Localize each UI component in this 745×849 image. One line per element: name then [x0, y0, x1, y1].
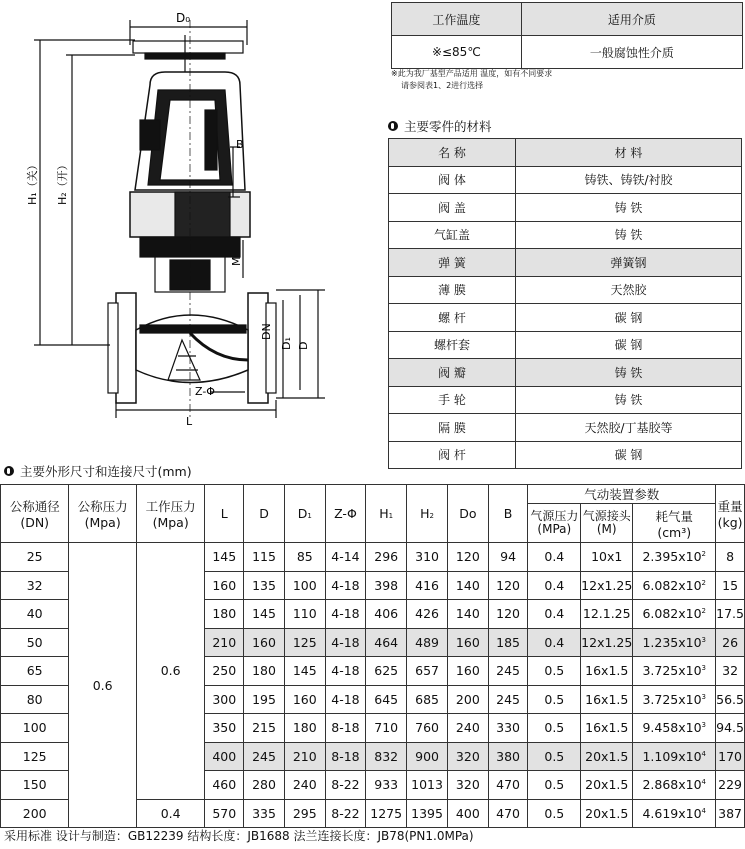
- col-B: B: [488, 485, 528, 543]
- cell-H2: 489: [407, 628, 448, 657]
- cell-ap: 0.4: [528, 543, 581, 572]
- cell-D: 115: [244, 543, 285, 572]
- valve-drawing: [0, 0, 385, 460]
- cell-H2: 657: [407, 657, 448, 686]
- cell-ap: 0.4: [528, 600, 581, 629]
- cell-air-use: $3.725x10^3$: [633, 657, 716, 686]
- table-row: [389, 304, 742, 332]
- cell-ap: 0.5: [528, 714, 581, 743]
- cell-L: 460: [205, 771, 244, 800]
- cell-L: 210: [205, 628, 244, 657]
- dn-label: DN: [260, 323, 273, 340]
- cell-dn: 80: [1, 685, 69, 714]
- col-H1: H1: [366, 485, 407, 543]
- cell-aj: 20x1.5: [581, 742, 633, 771]
- bullet-icon: [4, 466, 14, 476]
- cell-H1: 398: [366, 571, 407, 600]
- cell-ap: 0.5: [528, 771, 581, 800]
- cell-Z: 8-18: [325, 742, 366, 771]
- material-value: 铸 铁: [516, 359, 742, 387]
- cell-B: 245: [488, 685, 528, 714]
- dimensions-heading: [4, 462, 192, 480]
- materials-title: 主要零件的材料: [404, 119, 492, 134]
- cell-air-use: $4.619x10^4$: [633, 799, 716, 828]
- cell-D1: 240: [284, 771, 325, 800]
- material-part-name: 螺杆套: [389, 331, 516, 359]
- cell-ap: 0.5: [528, 657, 581, 686]
- cell-air-use: $3.725x10^3$: [633, 685, 716, 714]
- d-label: D: [297, 341, 310, 350]
- cell-B: 470: [488, 799, 528, 828]
- cell-H2: 1013: [407, 771, 448, 800]
- cell-weight: 32: [716, 657, 745, 686]
- cell-air-use: $2.868x10^4$: [633, 771, 716, 800]
- col-D1: D1: [284, 485, 325, 543]
- table-row: [389, 249, 742, 277]
- medium-header: 适用介质: [521, 3, 742, 36]
- cell-D1: 180: [284, 714, 325, 743]
- material-value: 铸 铁: [516, 221, 742, 249]
- cell-dn: 32: [1, 571, 69, 600]
- dimensions-table: [0, 484, 745, 828]
- material-value: 铸 铁: [516, 386, 742, 414]
- cell-aj: 16x1.5: [581, 685, 633, 714]
- material-part-name: 阀 盖: [389, 194, 516, 222]
- cell-Do: 400: [447, 799, 488, 828]
- material-part-name: 气缸盖: [389, 221, 516, 249]
- cell-B: 185: [488, 628, 528, 657]
- l-label: L: [186, 415, 193, 428]
- col-air-pressure: 气源压力(MPa): [528, 504, 581, 543]
- cell-D1: 210: [284, 742, 325, 771]
- materials-table: [388, 138, 742, 469]
- cell-nominal-pressure: 0.6: [69, 543, 137, 828]
- cell-ap: 0.4: [528, 628, 581, 657]
- cell-H1: 933: [366, 771, 407, 800]
- cell-Do: 120: [447, 543, 488, 572]
- cell-H2: 426: [407, 600, 448, 629]
- cell-L: 250: [205, 657, 244, 686]
- cell-air-use: $6.082x10^2$: [633, 571, 716, 600]
- cell-B: 245: [488, 657, 528, 686]
- h1-label: H₁（关）: [26, 159, 39, 205]
- cell-dn: 150: [1, 771, 69, 800]
- col-Do: Do: [447, 485, 488, 543]
- cell-ap: 0.4: [528, 571, 581, 600]
- material-part-name: 手 轮: [389, 386, 516, 414]
- table-row: [389, 331, 742, 359]
- cell-dn: 100: [1, 714, 69, 743]
- cell-H1: 832: [366, 742, 407, 771]
- cell-work-pressure: 0.4: [136, 799, 205, 828]
- cell-D: 280: [244, 771, 285, 800]
- cell-D: 180: [244, 657, 285, 686]
- cell-air-use: $6.082x10^2$: [633, 600, 716, 629]
- col-D: D: [244, 485, 285, 543]
- cell-ap: 0.5: [528, 799, 581, 828]
- cell-D: 215: [244, 714, 285, 743]
- cell-Do: 140: [447, 571, 488, 600]
- cell-H1: 710: [366, 714, 407, 743]
- h2-label: H₂（开）: [56, 159, 69, 205]
- table-row: [389, 414, 742, 442]
- cell-L: 160: [205, 571, 244, 600]
- table-row: [389, 194, 742, 222]
- cell-D1: 295: [284, 799, 325, 828]
- cell-Z: 8-22: [325, 799, 366, 828]
- cell-weight: 15: [716, 571, 745, 600]
- cell-air-use: $1.109x10^4$: [633, 742, 716, 771]
- cell-B: 120: [488, 571, 528, 600]
- cell-air-use: $9.458x10^3$: [633, 714, 716, 743]
- cell-aj: 16x1.5: [581, 714, 633, 743]
- material-value: 天然胶: [516, 276, 742, 304]
- cell-H2: 310: [407, 543, 448, 572]
- cell-L: 400: [205, 742, 244, 771]
- cell-Z: 4-18: [325, 571, 366, 600]
- temp-header: 工作温度: [392, 3, 522, 36]
- cell-H2: 685: [407, 685, 448, 714]
- cell-Z: 4-18: [325, 628, 366, 657]
- material-part-name: 薄 膜: [389, 276, 516, 304]
- cell-H2: 1395: [407, 799, 448, 828]
- material-part-name: 阀 杆: [389, 441, 516, 469]
- material-value: 天然胶/丁基胶等: [516, 414, 742, 442]
- cell-H1: 625: [366, 657, 407, 686]
- cell-D: 335: [244, 799, 285, 828]
- cell-aj: 12x1.25: [581, 628, 633, 657]
- cell-L: 300: [205, 685, 244, 714]
- cell-D1: 160: [284, 685, 325, 714]
- cell-weight: 8: [716, 543, 745, 572]
- cell-L: 145: [205, 543, 244, 572]
- cell-Do: 240: [447, 714, 488, 743]
- cell-aj: 20x1.5: [581, 771, 633, 800]
- col-H2: H2: [407, 485, 448, 543]
- cell-L: 180: [205, 600, 244, 629]
- dimensions-title: 主要外形尺寸和连接尺寸(mm): [20, 464, 192, 479]
- table-row: [389, 221, 742, 249]
- cell-D: 160: [244, 628, 285, 657]
- cell-Z: 8-18: [325, 714, 366, 743]
- temperature-table: [391, 2, 743, 69]
- cell-aj: 20x1.5: [581, 799, 633, 828]
- cell-weight: 170: [716, 742, 745, 771]
- cell-ap: 0.5: [528, 742, 581, 771]
- cell-air-use: $2.395x10^2$: [633, 543, 716, 572]
- cell-dn: 65: [1, 657, 69, 686]
- medium-value: 一般腐蚀性介质: [521, 36, 742, 69]
- material-value: 碳 钢: [516, 441, 742, 469]
- cell-H1: 296: [366, 543, 407, 572]
- cell-dn: 25: [1, 543, 69, 572]
- cell-D: 195: [244, 685, 285, 714]
- col-air-joint: 气源接头(M): [581, 504, 633, 543]
- cell-D: 145: [244, 600, 285, 629]
- cell-B: 120: [488, 600, 528, 629]
- cell-aj: 10x1: [581, 543, 633, 572]
- col-Z: Z-Φ: [325, 485, 366, 543]
- cell-H1: 645: [366, 685, 407, 714]
- material-part-name: 弹 簧: [389, 249, 516, 277]
- temp-value: ※≤85℃: [392, 36, 522, 69]
- cell-Z: 8-22: [325, 771, 366, 800]
- cell-L: 570: [205, 799, 244, 828]
- cell-weight: 94.5: [716, 714, 745, 743]
- cell-work-pressure: 0.6: [136, 543, 205, 800]
- col-weight: 重量 (kg): [716, 485, 745, 543]
- d0-label: D₀: [176, 11, 191, 25]
- cell-Do: 320: [447, 771, 488, 800]
- table-row: [389, 441, 742, 469]
- material-value: 弹簧钢: [516, 249, 742, 277]
- table-row: [389, 386, 742, 414]
- col-pneumatic: 气动装置参数: [528, 485, 716, 504]
- material-part-name: 阀 体: [389, 166, 516, 194]
- cell-Z: 4-18: [325, 657, 366, 686]
- cell-dn: 200: [1, 799, 69, 828]
- standards-line: 采用标准 设计与制造：GB12239 结构长度：JB1688 法兰连接长度：JB78(PN1.0MPa): [4, 829, 474, 843]
- cell-dn: 40: [1, 600, 69, 629]
- cell-H2: 416: [407, 571, 448, 600]
- cell-B: 380: [488, 742, 528, 771]
- table-row: [389, 359, 742, 387]
- cell-air-use: $1.235x10^3$: [633, 628, 716, 657]
- material-value: 碳 钢: [516, 331, 742, 359]
- table-row: [389, 166, 742, 194]
- cell-Z: 4-18: [325, 600, 366, 629]
- material-part-name: 阀 瓣: [389, 359, 516, 387]
- col-L: L: [205, 485, 244, 543]
- table-row: [389, 276, 742, 304]
- table-row: [1, 543, 745, 572]
- cell-ap: 0.5: [528, 685, 581, 714]
- z-label: Z-Φ: [195, 385, 215, 398]
- cell-D1: 100: [284, 571, 325, 600]
- cell-Do: 160: [447, 628, 488, 657]
- cell-H2: 760: [407, 714, 448, 743]
- materials-header-name: 名 称: [389, 139, 516, 167]
- m-label: M: [230, 256, 243, 266]
- cell-H1: 406: [366, 600, 407, 629]
- materials-header-material: 材 料: [516, 139, 742, 167]
- materials-heading: [388, 117, 492, 135]
- cell-aj: 12.1.25: [581, 600, 633, 629]
- cell-Do: 160: [447, 657, 488, 686]
- cell-weight: 56.5: [716, 685, 745, 714]
- bullet-icon: [388, 121, 398, 131]
- material-value: 铸铁、铸铁/衬胶: [516, 166, 742, 194]
- cell-aj: 12x1.25: [581, 571, 633, 600]
- cell-weight: 17.5: [716, 600, 745, 629]
- col-air-use: 耗气量 (cm³): [633, 504, 716, 543]
- note-line-2: 请参阅表1、2进行选择: [401, 81, 484, 90]
- cell-H1: 464: [366, 628, 407, 657]
- cell-weight: 387: [716, 799, 745, 828]
- b-label: B: [236, 138, 244, 151]
- cell-Do: 140: [447, 600, 488, 629]
- material-part-name: 螺 杆: [389, 304, 516, 332]
- cell-H2: 900: [407, 742, 448, 771]
- cell-D1: 145: [284, 657, 325, 686]
- col-pn: 公称压力 (Mpa): [69, 485, 137, 543]
- cell-B: 94: [488, 543, 528, 572]
- note-line-1: ※此为我厂基型产品适用 温度，如有不同要求: [391, 69, 553, 78]
- cell-Z: 4-14: [325, 543, 366, 572]
- d1-label: D₁: [280, 337, 293, 350]
- material-value: 铸 铁: [516, 194, 742, 222]
- cell-weight: 229: [716, 771, 745, 800]
- cell-dn: 125: [1, 742, 69, 771]
- temperature-note: [391, 68, 741, 92]
- cell-D: 135: [244, 571, 285, 600]
- cell-dn: 50: [1, 628, 69, 657]
- cell-Do: 200: [447, 685, 488, 714]
- cell-D1: 125: [284, 628, 325, 657]
- cell-B: 330: [488, 714, 528, 743]
- material-value: 碳 钢: [516, 304, 742, 332]
- cell-Z: 4-18: [325, 685, 366, 714]
- col-wp: 工作压力 (Mpa): [136, 485, 205, 543]
- cell-B: 470: [488, 771, 528, 800]
- cell-weight: 26: [716, 628, 745, 657]
- cell-D1: 110: [284, 600, 325, 629]
- cell-L: 350: [205, 714, 244, 743]
- material-part-name: 隔 膜: [389, 414, 516, 442]
- cell-Do: 320: [447, 742, 488, 771]
- cell-D1: 85: [284, 543, 325, 572]
- col-dn: 公称通径 (DN): [1, 485, 69, 543]
- cell-H1: 1275: [366, 799, 407, 828]
- cell-aj: 16x1.5: [581, 657, 633, 686]
- cell-D: 245: [244, 742, 285, 771]
